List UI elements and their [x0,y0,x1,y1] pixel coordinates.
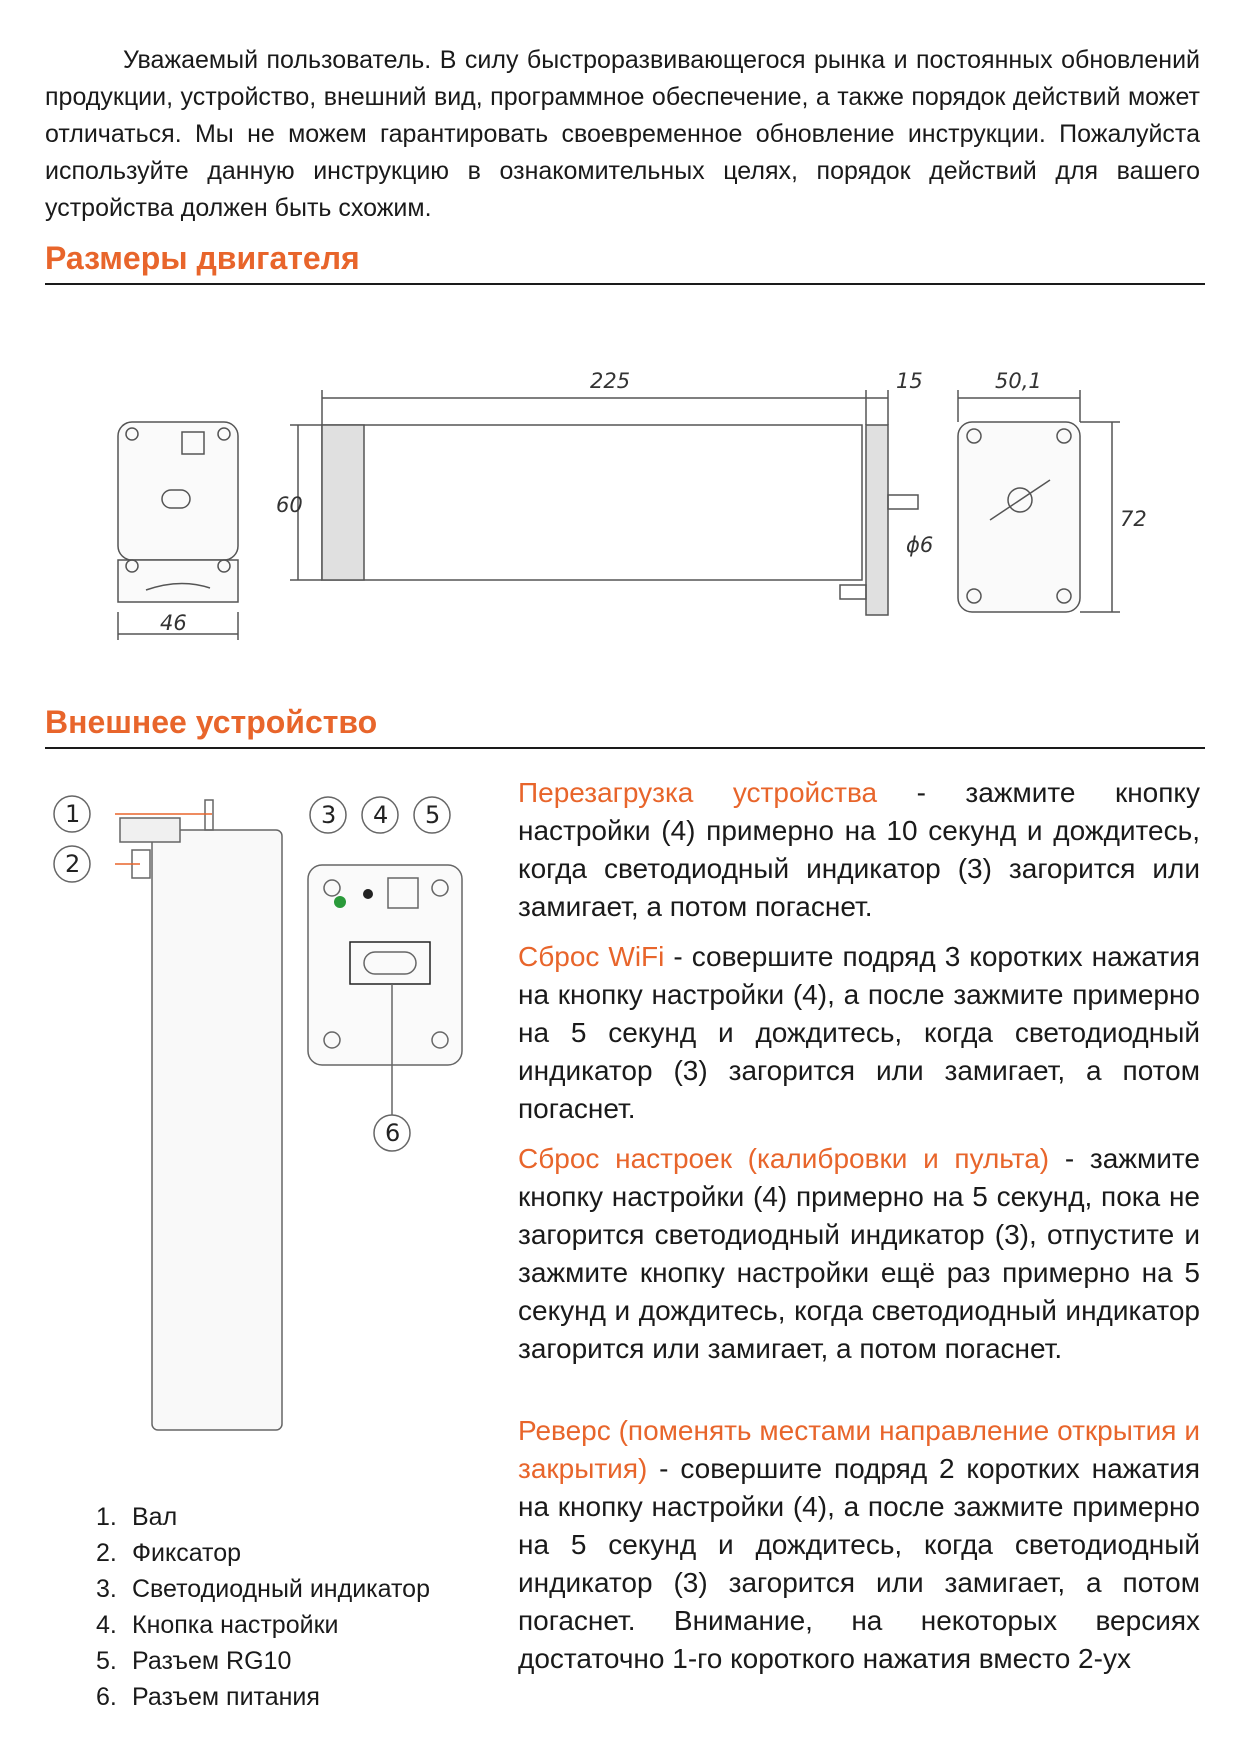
instruction-reboot [518,774,1200,926]
instruction-wifi [518,938,1200,1128]
dim-cap: 15 [896,369,923,393]
legend-num: 3. [96,1575,117,1603]
legend-item [96,1499,430,1535]
dim-shaft: ϕ6 [906,533,934,557]
callout-4: 4 [373,801,389,829]
instruction-wifi-text: - совершите подряд 3 коротких нажатия на кнопку настройки (4), а после зажмите примерно на 5 секунд и дождитесь, когда светодиодный индикатор (3) загорится или замигает, а потом погаснет. [518,941,1201,1124]
instruction-reset-heading: Сброс настроек (калибровки и пульта) [518,1143,1050,1174]
legend-item [96,1535,430,1571]
legend-num: 5. [96,1647,117,1675]
dim-length: 225 [590,369,631,393]
instruction-reset-text: - зажмите кнопку настройки (4) примерно на 5 секунд, пока не загорится светодиодный индикатор (3), отпустите и зажмите кнопку настройки ещё раз примерно на 5 секунд и дождитесь, когда светодиодный индикатор загорится или замигает, а потом погаснет. [518,1143,1200,1364]
instruction-wifi-heading: Сброс WiFi [518,941,665,972]
legend-num: 2. [96,1539,117,1567]
callout-3: 3 [321,801,337,829]
parts-legend [96,1499,430,1715]
dim-depth: 50,1 [995,369,1042,393]
legend-item [96,1679,430,1715]
instruction-reverse-text: - совершите подряд 2 коротких нажатия на кнопку настройки (4), а после зажмите примерно на 5 секунд и дождитесь, когда светодиодный индикатор (3) загорится или замигает, а потом погаснет. Внимание, на некоторых версиях достаточно 1-го короткого нажатия вместо 2-ух [518,1453,1200,1674]
device-illustration [40,770,490,1470]
instruction-reset [518,1140,1200,1368]
legend-item [96,1643,430,1679]
dim-height-body: 60 [276,493,303,517]
callout-2: 2 [65,850,81,878]
instruction-reverse-heading: Реверс (поменять местами направление открытия и закрытия) [518,1415,1200,1484]
legend-label: Кнопка настройки [132,1611,339,1639]
callout-1: 1 [65,800,81,828]
legend-label: Вал [132,1503,178,1531]
instruction-reverse [518,1412,1200,1678]
dimension-drawing [0,330,1240,660]
section-title-dimensions: Размеры двигателя [45,240,1205,285]
instruction-reboot-text: - зажмите кнопку настройки (4) примерно на 10 секунд и дождитесь, когда светодиодный индикатор (3) загорится или замигает, а потом погаснет. [518,777,1200,922]
legend-label: Разъем RG10 [132,1647,292,1675]
intro-text: Уважаемый пользователь. В силу быстроразвивающегося рынка и постоянных обновлений продукции, устройство, внешний вид, программное обеспечение, а также порядок действий может отличаться. Мы не можем гарантировать своевременное обновление инструкции. Пожалуйста используйте данную инструкцию в ознакомительных целях, порядок действий для вашего устройства должен быть схожим. [45,46,1200,222]
legend-label: Разъем питания [132,1683,320,1711]
legend-label: Фиксатор [132,1539,242,1567]
dim-width-front: 46 [160,611,187,635]
legend-num: 6. [96,1683,117,1711]
legend-num: 1. [96,1503,117,1531]
legend-item [96,1607,430,1643]
legend-item [96,1571,430,1607]
legend-num: 4. [96,1611,117,1639]
instruction-reboot-heading: Перезагрузка устройства [518,777,878,808]
section-title-external: Внешнее устройство [45,704,1205,749]
callout-6: 6 [385,1119,401,1147]
dim-height-side: 72 [1120,507,1147,531]
legend-label: Светодиодный индикатор [132,1575,430,1603]
callout-5: 5 [425,801,441,829]
